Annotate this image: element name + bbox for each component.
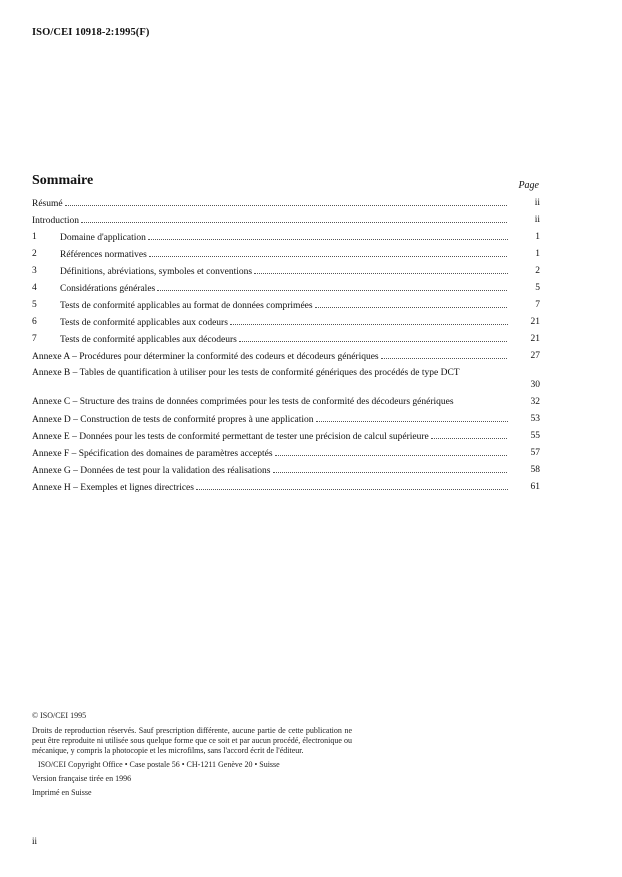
toc-entry-title: Introduction — [32, 216, 79, 226]
dot-leader — [431, 430, 508, 439]
toc-entry-page: 30 — [530, 380, 540, 390]
toc-entry-title: Annexe D – Construction de tests de conformité propres à une application — [32, 415, 314, 425]
publisher-address: ISO/CEI Copyright Office • Case postale 56 • CH-1211 Genève 20 • Suisse — [38, 760, 280, 769]
dot-leader — [65, 197, 508, 206]
toc-heading: Sommaire — [32, 173, 94, 188]
dot-leader — [149, 248, 508, 257]
toc-entry-annex-b[interactable] — [32, 365, 540, 394]
toc-entry-title: Annexe H – Exemples et lignes directrices — [32, 483, 194, 493]
toc-entry-title: Références normatives — [60, 250, 147, 260]
toc-entry-resume[interactable] — [32, 195, 540, 212]
toc-entry-page: 58 — [530, 465, 540, 475]
toc-entry-number: 1 — [32, 232, 37, 242]
toc-entry-page: 53 — [530, 414, 540, 424]
toc-entry-title: Tests de conformité applicables aux décodeurs — [60, 335, 237, 345]
dot-leader — [315, 299, 508, 308]
dot-leader — [316, 413, 509, 422]
printed-in: Imprimé en Suisse — [32, 788, 92, 797]
toc-entry-title: Annexe G – Données de test pour la validation des réalisations — [32, 466, 271, 476]
dot-leader — [254, 265, 508, 274]
toc-entry-annex-c[interactable] — [32, 394, 540, 411]
dot-leader — [196, 481, 508, 490]
toc-entry-number: 6 — [32, 317, 37, 327]
toc-entry-title: Considérations générales — [60, 284, 156, 294]
dot-leader — [239, 333, 508, 342]
toc-entry-page: 2 — [535, 266, 540, 276]
toc-entry-number: 4 — [32, 283, 37, 293]
toc-entry-page: 5 — [535, 283, 540, 293]
toc-entry-title: Annexe A – Procédures pour déterminer la conformité des codeurs et décodeurs génériques — [32, 352, 379, 362]
toc-entry-title: Définitions, abréviations, symboles et conventions — [60, 267, 253, 277]
toc-entry-6[interactable] — [32, 314, 540, 331]
toc-entry-page: 57 — [530, 448, 540, 458]
table-of-contents — [32, 195, 540, 496]
toc-entry-page: 21 — [530, 334, 540, 344]
toc-entry-page: 32 — [530, 397, 540, 407]
toc-entry-annex-g[interactable] — [32, 462, 540, 479]
dot-leader — [381, 350, 508, 359]
toc-entry-title: Résumé — [32, 199, 63, 209]
toc-entry-annex-d[interactable] — [32, 411, 540, 428]
toc-entry-title: Annexe B – Tables de quantification à utiliser pour les tests de conformité génériques des procédés de type DCT — [32, 368, 460, 378]
toc-entry-annex-a[interactable] — [32, 348, 540, 365]
rights-statement: Droits de reproduction réservés. Sauf prescription différente, aucune partie de cette publication ne peut être reproduite ni utilisée sous quelque forme que ce soit et par aucun procédé, électronique ou mécanique, y compris la photocopie et les microfilms, sans l'accord écrit de l'éditeur. — [32, 726, 352, 755]
copyright-block — [32, 711, 352, 802]
toc-entry-number: 5 — [32, 300, 37, 310]
toc-entry-title: Domaine d'application — [60, 233, 146, 243]
toc-entry-7[interactable] — [32, 331, 540, 348]
toc-entry-number: 7 — [32, 334, 37, 344]
toc-entry-title: Tests de conformité applicables au format de données comprimées — [60, 301, 313, 311]
toc-entry-page: 1 — [535, 249, 540, 259]
toc-entry-page: ii — [534, 198, 540, 208]
toc-entry-page: ii — [534, 215, 540, 225]
toc-entry-page: 61 — [530, 482, 540, 492]
dot-leader — [148, 231, 508, 240]
toc-entry-annex-h[interactable] — [32, 479, 540, 496]
toc-entry-introduction[interactable] — [32, 212, 540, 229]
toc-entry-number: 3 — [32, 266, 37, 276]
toc-entry-number: 2 — [32, 249, 37, 259]
page-number: ii — [32, 836, 38, 846]
toc-entry-5[interactable] — [32, 297, 540, 314]
toc-entry-page: 21 — [530, 317, 540, 327]
toc-entry-title: Annexe F – Spécification des domaines de paramètres acceptés — [32, 449, 273, 459]
toc-entry-4[interactable] — [32, 280, 540, 297]
toc-entry-1[interactable] — [32, 229, 540, 246]
document-id-header: ISO/CEI 10918-2:1995(F) — [32, 27, 150, 38]
toc-entry-annex-e[interactable] — [32, 428, 540, 445]
toc-entry-page: 27 — [530, 351, 540, 361]
toc-entry-page: 7 — [535, 300, 540, 310]
toc-entry-annex-f[interactable] — [32, 445, 540, 462]
toc-entry-title: Annexe C – Structure des trains de données comprimées pour les tests de conformité des décodeurs génériques — [32, 397, 454, 407]
edition-note: Version française tirée en 1996 — [32, 774, 132, 783]
dot-leader — [273, 464, 509, 473]
toc-entry-2[interactable] — [32, 246, 540, 263]
toc-entry-page: 1 — [535, 232, 540, 242]
dot-leader — [157, 282, 508, 291]
toc-entry-page: 55 — [530, 431, 540, 441]
page-column-label: Page — [518, 180, 539, 191]
toc-entry-title: Tests de conformité applicables aux codeurs — [60, 318, 228, 328]
copyright-notice: © ISO/CEI 1995 — [32, 711, 87, 720]
toc-entry-3[interactable] — [32, 263, 540, 280]
toc-entry-title: Annexe E – Données pour les tests de conformité permettant de tester une précision de calcul supérieure — [32, 432, 429, 442]
dot-leader — [275, 447, 508, 456]
dot-leader — [230, 316, 508, 325]
dot-leader — [81, 214, 508, 223]
